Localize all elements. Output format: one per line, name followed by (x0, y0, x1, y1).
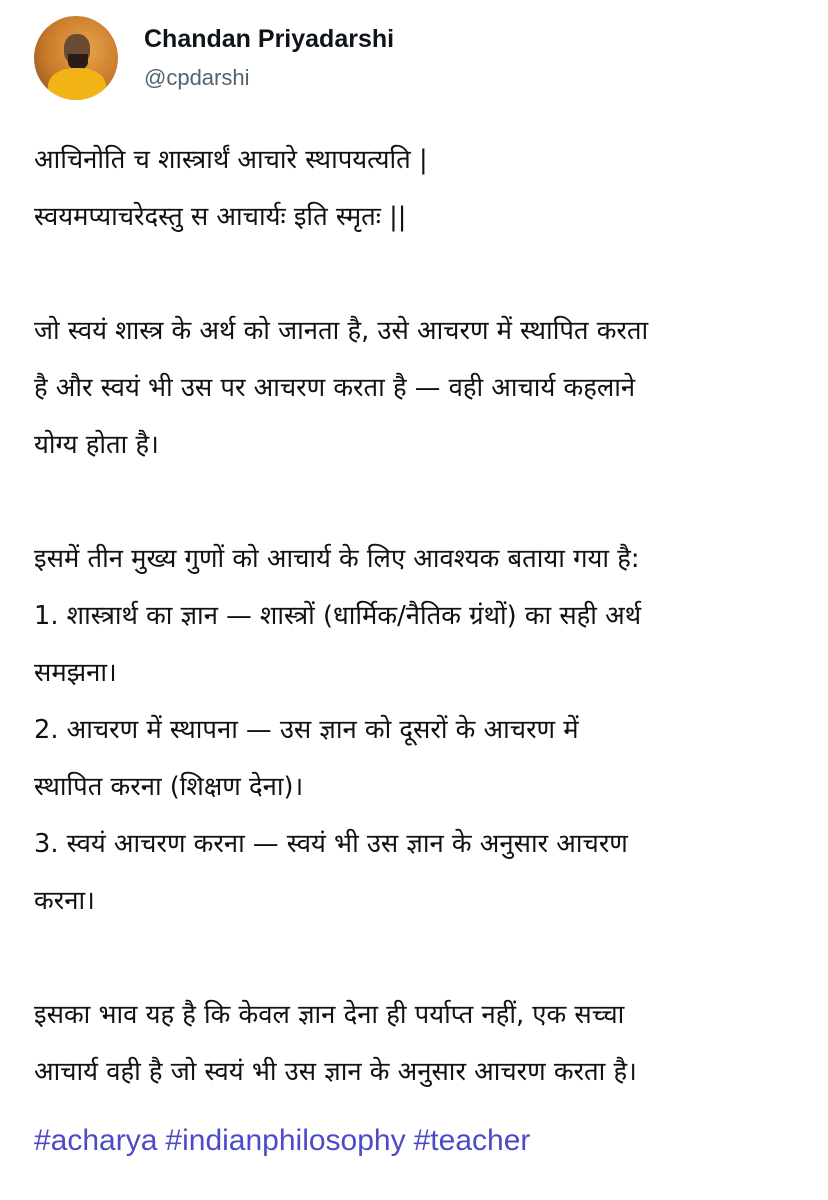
post-text-line: 1. शास्त्रार्थ का ज्ञान — शास्त्रों (धार्मिक/नैतिक ग्रंथों) का सही अर्थ (34, 601, 642, 631)
hashtag-indianphilosophy[interactable]: #indianphilosophy (165, 1124, 406, 1157)
post-text-line: है और स्वयं भी उस पर आचरण करता है — वही आचार्य कहलाने (34, 373, 636, 403)
post-text-line: 2. आचरण में स्थापना — उस ज्ञान को दूसरों के आचरण में (34, 715, 579, 745)
author-names (144, 23, 394, 93)
post-text-line: आचार्य वही है जो स्वयं भी उस ज्ञान के अनुसार आचरण करता है। (34, 1057, 637, 1087)
paragraph-gap (34, 474, 814, 531)
paragraph-gap (34, 930, 814, 987)
post-text (34, 132, 814, 1101)
post-text-line: आचिनोति च शास्त्रार्थं आचारे स्थापयत्यति | (34, 145, 428, 175)
post-text-line: इसमें तीन मुख्य गुणों को आचार्य के लिए आवश्यक बताया गया है: (34, 544, 640, 574)
post-text-line: 3. स्वयं आचरण करना — स्वयं भी उस ज्ञान के अनुसार आचरण (34, 829, 628, 859)
post-text-line: योग्य होता है। (34, 430, 159, 460)
post-header (34, 16, 394, 100)
post-text-line: जो स्वयं शास्त्र के अर्थ को जानता है, उसे आचरण में स्थापित करता (34, 316, 649, 346)
post-text-line: इसका भाव यह है कि केवल ज्ञान देना ही पर्याप्त नहीं, एक सच्चा (34, 1000, 625, 1030)
post-text-line: करना। (34, 886, 95, 916)
author-display-name[interactable]: Chandan Priyadarshi (144, 25, 395, 53)
avatar-body-shape (48, 68, 106, 100)
author-handle[interactable]: @cpdarshi (144, 65, 250, 90)
post-text-line: स्थापित करना (शिक्षण देना)। (34, 772, 304, 802)
post-text-line: स्वयमप्याचरेदस्तु स आचार्यः इति स्मृतः || (34, 202, 407, 232)
hashtag-teacher[interactable]: #teacher (413, 1124, 531, 1157)
post-text-line: समझना। (34, 658, 117, 688)
paragraph-gap (34, 246, 814, 303)
hashtag-list (34, 1112, 538, 1169)
avatar[interactable] (34, 16, 118, 100)
hashtag-acharya[interactable]: #acharya (34, 1124, 158, 1157)
